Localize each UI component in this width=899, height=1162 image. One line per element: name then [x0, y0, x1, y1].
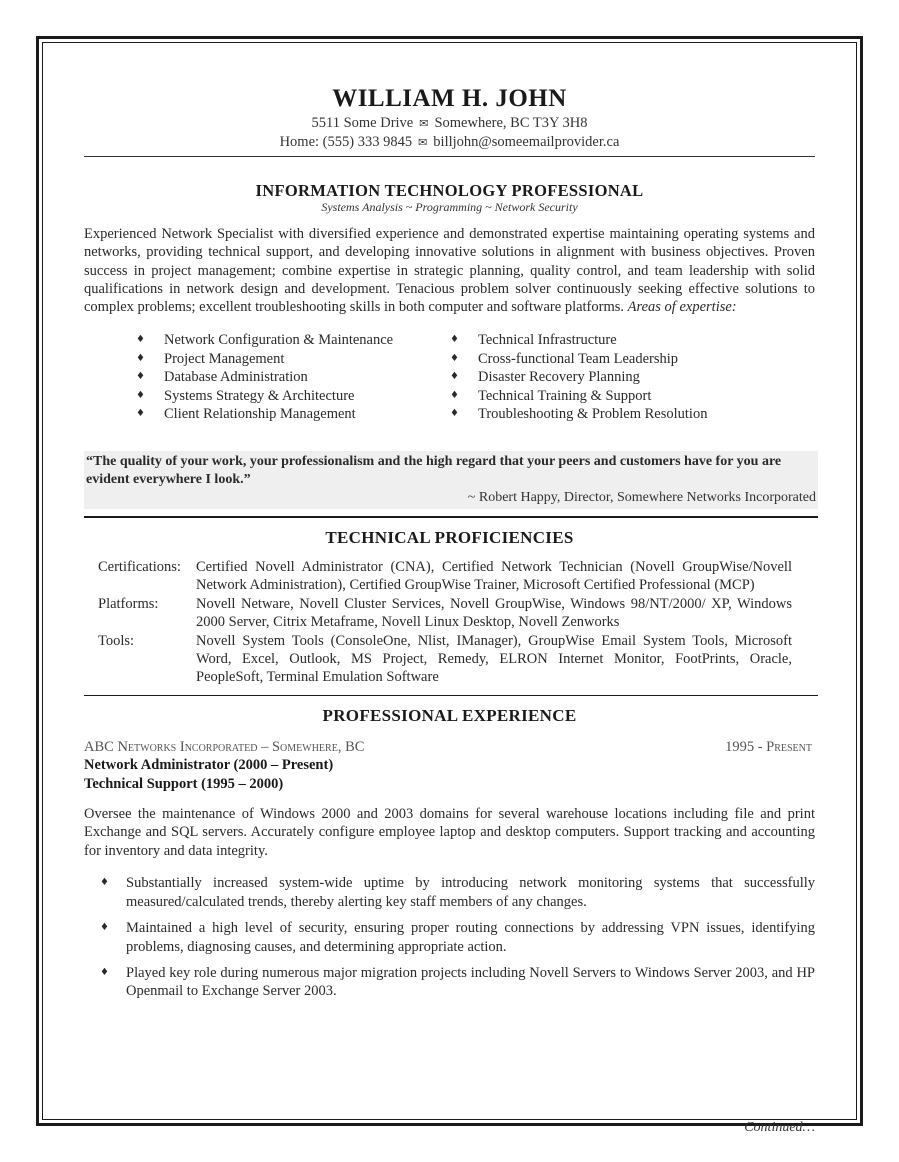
employment-dates: 1995 - Present	[725, 738, 812, 755]
list-item: ♦ Technical Infrastructure	[450, 331, 707, 350]
expertise-label: Areas of expertise:	[627, 299, 737, 316]
address-line	[84, 114, 815, 133]
list-item: ♦ Cross-functional Team Leadership	[450, 350, 707, 369]
row-value: Novell Netware, Novell Cluster Services, Novell GroupWise, Windows 98/NT/2000/ XP, Windows 2000 Server, Citrix Metaframe, Novell Linux Desktop, Novell Zenworks	[196, 595, 792, 630]
row-label: Platforms:	[98, 595, 159, 612]
job-role: Technical Support (1995 – 2000)	[84, 775, 284, 792]
address-street: 5511 Some Drive	[311, 115, 414, 131]
list-item: ♦ Client Relationship Management	[136, 405, 450, 424]
resume-page	[84, 84, 815, 1009]
envelope-icon: ✉	[419, 117, 429, 130]
row-label: Tools:	[98, 632, 135, 649]
profile-summary	[84, 225, 815, 316]
job-role: Network Administrator (2000 – Present)	[84, 756, 334, 773]
company-row	[84, 738, 812, 756]
row-value: Novell System Tools (ConsoleOne, Nlist, IManager), GroupWise Email System Tools, Microsoft Word, Excel, Outlook, MS Project, Remedy, ELRON Internet Monitor, FootPrints, Oracle, PeopleSoft, Terminal Emulation Software	[196, 632, 792, 685]
list-item: ♦ Database Administration	[136, 368, 450, 387]
list-item: ♦ Played key role during numerous major migration projects including Novell Servers to Windows Server 2003, and HP Openmail to Exchange Server 2003.	[84, 964, 815, 1001]
proficiencies-heading: TECHNICAL PROFICIENCIES	[325, 527, 574, 547]
list-item: ♦ Project Management	[136, 350, 450, 369]
list-item: ♦ Troubleshooting & Problem Resolution	[450, 405, 707, 424]
table-row	[84, 558, 804, 594]
list-item: ♦ Disaster Recovery Planning	[450, 368, 707, 387]
proficiencies-table	[84, 558, 804, 686]
achievements-list	[84, 874, 815, 1000]
section-divider	[84, 695, 818, 696]
skills-column-right	[450, 331, 707, 424]
summary-text: Experienced Network Specialist with diversified experience and demonstrated expertise maintaining operating systems and networks, providing technical support, and developing innovative solutions in alignment with business objectives. Proven success in project management; combine expertise in strategic planning, quality control, and team leadership with solid qualifications in network design and development. Tenacious problem solver continuously seeking effective solutions to complex problems; excellent troubleshooting skills in both computer and software platforms.	[84, 226, 815, 316]
section-divider	[84, 516, 818, 518]
row-label: Certifications:	[98, 558, 181, 575]
table-row	[84, 632, 804, 686]
testimonial-attribution: ~ Robert Happy, Director, Somewhere Networks Incorporated	[467, 489, 816, 505]
email[interactable]: billjohn@someemailprovider.ca	[433, 134, 620, 150]
address-city: Somewhere, BC T3Y 3H8	[434, 115, 588, 131]
job-description: Oversee the maintenance of Windows 2000 and 2003 domains for several warehouse locations including file and print Exchange and SQL servers. Accurately configure employee laptop and desktop computers. Support tracking and accounting for inventory and data integrity.	[84, 805, 815, 859]
phone: Home: (555) 333 9845	[279, 134, 413, 150]
testimonial-box	[84, 451, 818, 509]
candidate-name: WILLIAM H. JOHN	[332, 85, 567, 112]
list-item: ♦ Maintained a high level of security, ensuring proper routing connections by addressing VPN issues, identifying problems, diagnosing causes, and determining appropriate action.	[84, 919, 815, 956]
envelope-icon: ✉	[418, 136, 428, 149]
list-item: ♦ Systems Strategy & Architecture	[136, 387, 450, 406]
list-item: ♦ Substantially increased system-wide uptime by introducing network monitoring systems that successfully measured/calculated trends, thereby alerting key staff members of any changes.	[84, 874, 815, 911]
list-item: ♦ Technical Training & Support	[450, 387, 707, 406]
row-value: Certified Novell Administrator (CNA), Certified Network Technician (Novell GroupWise/Novell Network Administration), Certified GroupWise Trainer, Microsoft Certified Professional (MCP)	[196, 558, 792, 593]
skills-list	[84, 331, 815, 424]
skills-column-left	[136, 331, 450, 424]
table-row	[84, 595, 804, 631]
company-name: ABC Networks Incorporated – Somewhere, BC	[84, 738, 365, 755]
list-item: ♦ Network Configuration & Maintenance	[136, 331, 450, 350]
profile-subtitle: Systems Analysis ~ Programming ~ Network Security	[321, 200, 578, 214]
header-divider	[84, 156, 815, 157]
contact-line	[84, 133, 815, 152]
continued-note: Continued…	[744, 1120, 815, 1135]
experience-heading: PROFESSIONAL EXPERIENCE	[322, 705, 577, 725]
testimonial-quote: “The quality of your work, your professionalism and the high regard that your peers and customers have for you are evident everywhere I look.”	[86, 453, 782, 487]
profile-title: INFORMATION TECHNOLOGY PROFESSIONAL	[255, 181, 644, 200]
